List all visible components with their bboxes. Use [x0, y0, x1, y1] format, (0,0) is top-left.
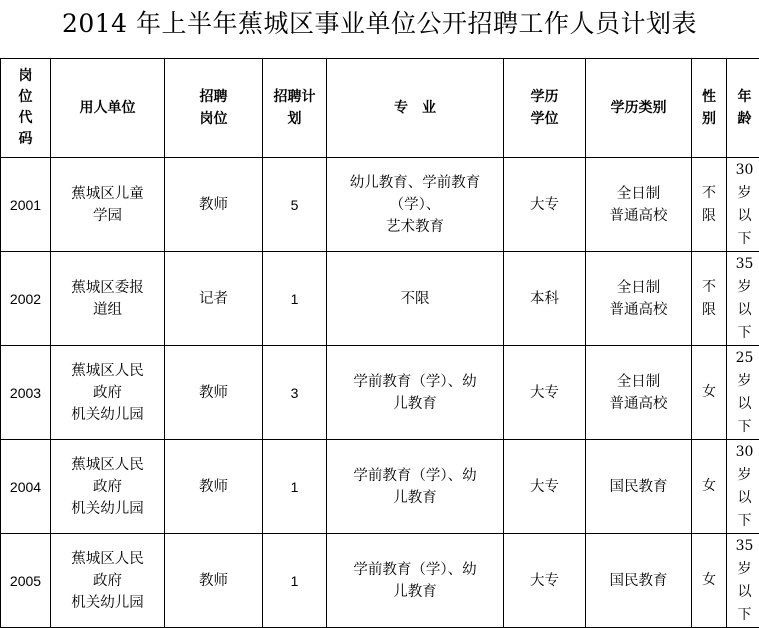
cell-count: 1: [263, 440, 327, 534]
cell-post: 教师: [165, 158, 263, 252]
table-row: [1, 440, 759, 534]
cell-degree: 大专: [504, 346, 586, 440]
cell-code: 2001: [1, 158, 51, 252]
cell-edu-type: 全日制 普通高校: [586, 252, 692, 346]
cell-post: 教师: [165, 534, 263, 628]
cell-gender: 不 限: [692, 252, 727, 346]
cell-unit: 蕉城区人民 政府 机关幼儿园: [51, 346, 165, 440]
cell-degree: 大专: [504, 440, 586, 534]
header-post: 招聘 岗位: [165, 59, 263, 158]
cell-unit: 蕉城区儿童 学园: [51, 158, 165, 252]
cell-code: 2003: [1, 346, 51, 440]
cell-degree: 大专: [504, 158, 586, 252]
cell-degree: 大专: [504, 534, 586, 628]
cell-major: 学前教育（学）、幼 儿教育: [327, 346, 504, 440]
header-gender: 性 别: [692, 59, 727, 158]
cell-post: 记者: [165, 252, 263, 346]
cell-post: 教师: [165, 440, 263, 534]
cell-major: 学前教育（学）、幼 儿教育: [327, 534, 504, 628]
table-row: [1, 158, 759, 252]
header-unit: 用人单位: [51, 59, 165, 158]
cell-age: 35 岁 以 下: [727, 534, 759, 628]
cell-major: 学前教育（学）、幼 儿教育: [327, 440, 504, 534]
cell-code: 2005: [1, 534, 51, 628]
cell-age: 30 岁 以 下: [727, 440, 759, 534]
cell-count: 3: [263, 346, 327, 440]
cell-unit: 蕉城区委报 道组: [51, 252, 165, 346]
cell-gender: 女: [692, 346, 727, 440]
cell-edu-type: 全日制 普通高校: [586, 158, 692, 252]
cell-gender: 女: [692, 440, 727, 534]
cell-major: 不限: [327, 252, 504, 346]
header-major: 专 业: [327, 59, 504, 158]
table-header-row: [1, 59, 759, 158]
recruitment-plan-table: [0, 58, 759, 628]
header-age: 年 龄: [727, 59, 759, 158]
cell-edu-type: 国民教育: [586, 440, 692, 534]
cell-count: 5: [263, 158, 327, 252]
header-edu-type: 学历类别: [586, 59, 692, 158]
header-degree: 学历 学位: [504, 59, 586, 158]
cell-gender: 女: [692, 534, 727, 628]
cell-count: 1: [263, 252, 327, 346]
cell-post: 教师: [165, 346, 263, 440]
cell-code: 2004: [1, 440, 51, 534]
header-count: 招聘计 划: [263, 59, 327, 158]
cell-edu-type: 全日制 普通高校: [586, 346, 692, 440]
cell-degree: 本科: [504, 252, 586, 346]
cell-gender: 不 限: [692, 158, 727, 252]
page-title: 2014 年上半年蕉城区事业单位公开招聘工作人员计划表: [0, 6, 759, 42]
cell-age: 35 岁 以 下: [727, 252, 759, 346]
cell-unit: 蕉城区人民 政府 机关幼儿园: [51, 440, 165, 534]
header-code: 岗 位 代 码: [1, 59, 51, 158]
cell-age: 25 岁 以 下: [727, 346, 759, 440]
cell-code: 2002: [1, 252, 51, 346]
table-row: [1, 534, 759, 628]
table-row: [1, 252, 759, 346]
cell-major: 幼儿教育、学前教育 （学）、 艺术教育: [327, 158, 504, 252]
table-row: [1, 346, 759, 440]
cell-edu-type: 国民教育: [586, 534, 692, 628]
cell-age: 30 岁 以 下: [727, 158, 759, 252]
cell-unit: 蕉城区人民 政府 机关幼儿园: [51, 534, 165, 628]
cell-count: 1: [263, 534, 327, 628]
